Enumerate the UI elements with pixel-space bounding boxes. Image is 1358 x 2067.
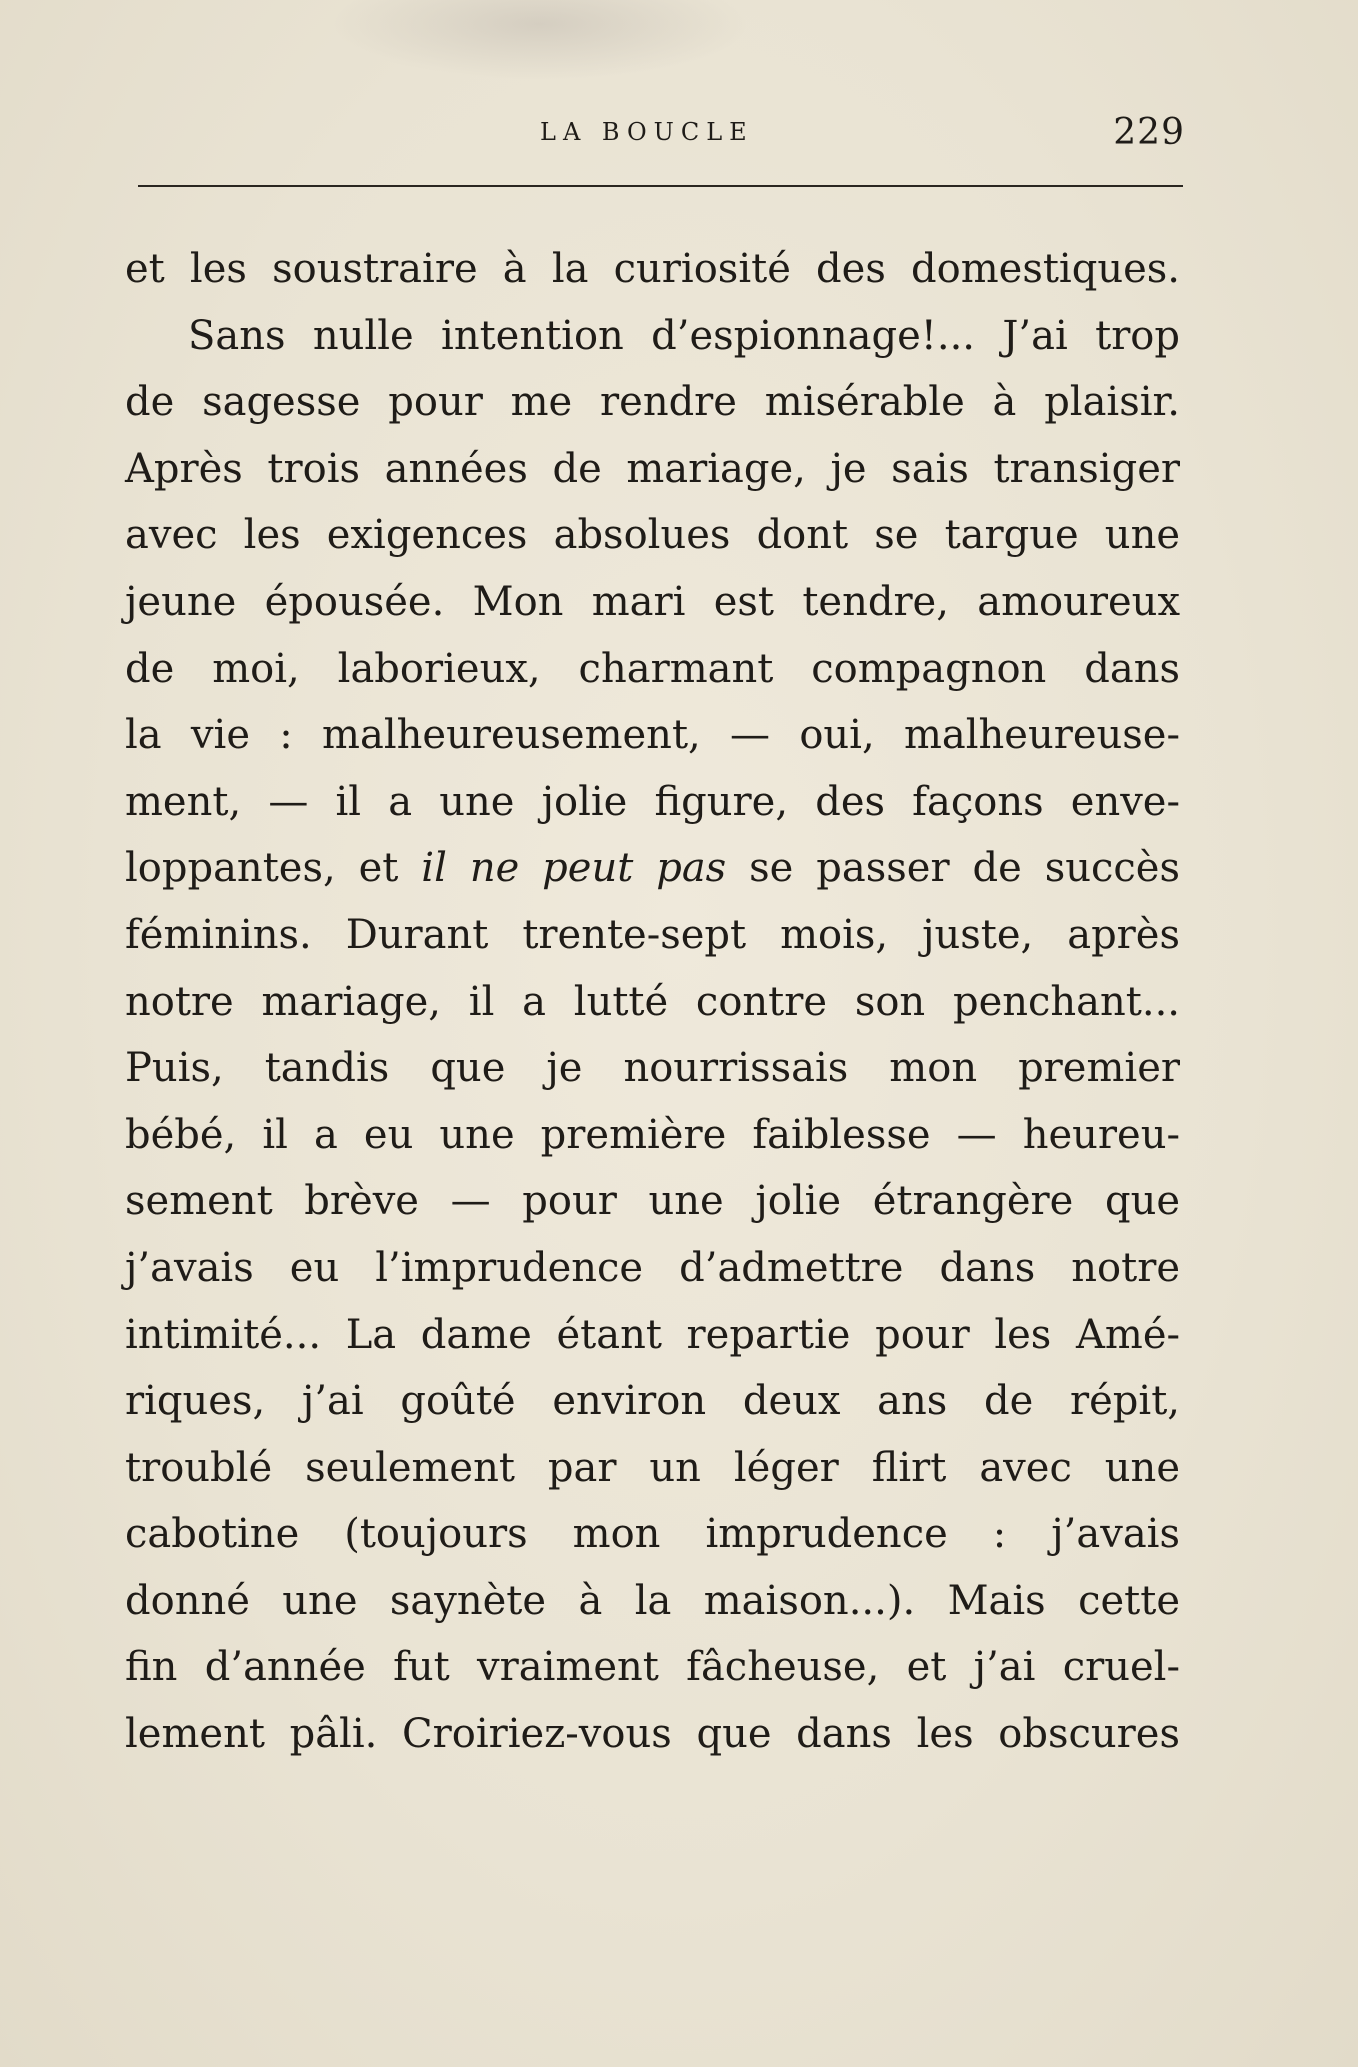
text-line: jeune épousée. Mon mari est tendre, amoureux	[125, 578, 1180, 625]
text-line: lement pâli. Croiriez-vous que dans les obscures	[125, 1711, 1180, 1758]
text-line: Sans nulle intention d’espionnage!... J’ai trop	[188, 312, 1180, 359]
running-head: LA BOUCLE	[540, 118, 754, 146]
text-line: donné une saynète à la maison...). Mais cette	[125, 1577, 1180, 1624]
text-segment: loppantes, et	[125, 845, 422, 892]
text-line: fin d’année fut vraiment fâcheuse, et j’ai cruel-	[125, 1644, 1180, 1691]
page-header	[135, 112, 1185, 162]
text-line: intimité... La dame étant repartie pour les Amé-	[125, 1311, 1180, 1358]
text-line: féminins. Durant trente-sept mois, juste, après	[125, 911, 1180, 958]
text-line: sement brève — pour une jolie étrangère que	[125, 1178, 1180, 1225]
body-text	[125, 236, 1180, 1768]
text-line-with-italic	[125, 835, 1180, 902]
text-segment: se passer de succès	[726, 845, 1180, 892]
text-line: la vie : malheureusement, — oui, malheureuse-	[125, 712, 1180, 759]
text-line: bébé, il a eu une première faiblesse — heureu-	[125, 1111, 1180, 1158]
text-line: de sagesse pour me rendre misérable à plaisir.	[125, 379, 1180, 426]
text-line: Après trois années de mariage, je sais transiger	[125, 445, 1180, 492]
page-number: 229	[1113, 112, 1185, 153]
text-line: ment, — il a une jolie figure, des façons enve-	[125, 778, 1180, 825]
text-line: j’avais eu l’imprudence d’admettre dans notre	[125, 1244, 1180, 1291]
text-line: riques, j’ai goûté environ deux ans de répit,	[125, 1378, 1180, 1425]
text-line: notre mariage, il a lutté contre son penchant...	[125, 978, 1180, 1025]
text-line: troublé seulement par un léger flirt avec une	[125, 1444, 1180, 1491]
text-line: de moi, laborieux, charmant compagnon dans	[125, 645, 1180, 692]
text-line: cabotine (toujours mon imprudence : j’avais	[125, 1511, 1180, 1558]
page-stain	[330, 0, 750, 80]
text-line: et les soustraire à la curiosité des domestiques.	[125, 246, 1180, 292]
italic-phrase: il ne peut pas	[421, 845, 727, 892]
text-line: Puis, tandis que je nourrissais mon premier	[125, 1045, 1180, 1092]
text-line: avec les exigences absolues dont se targue une	[125, 512, 1180, 559]
header-rule	[138, 185, 1183, 187]
